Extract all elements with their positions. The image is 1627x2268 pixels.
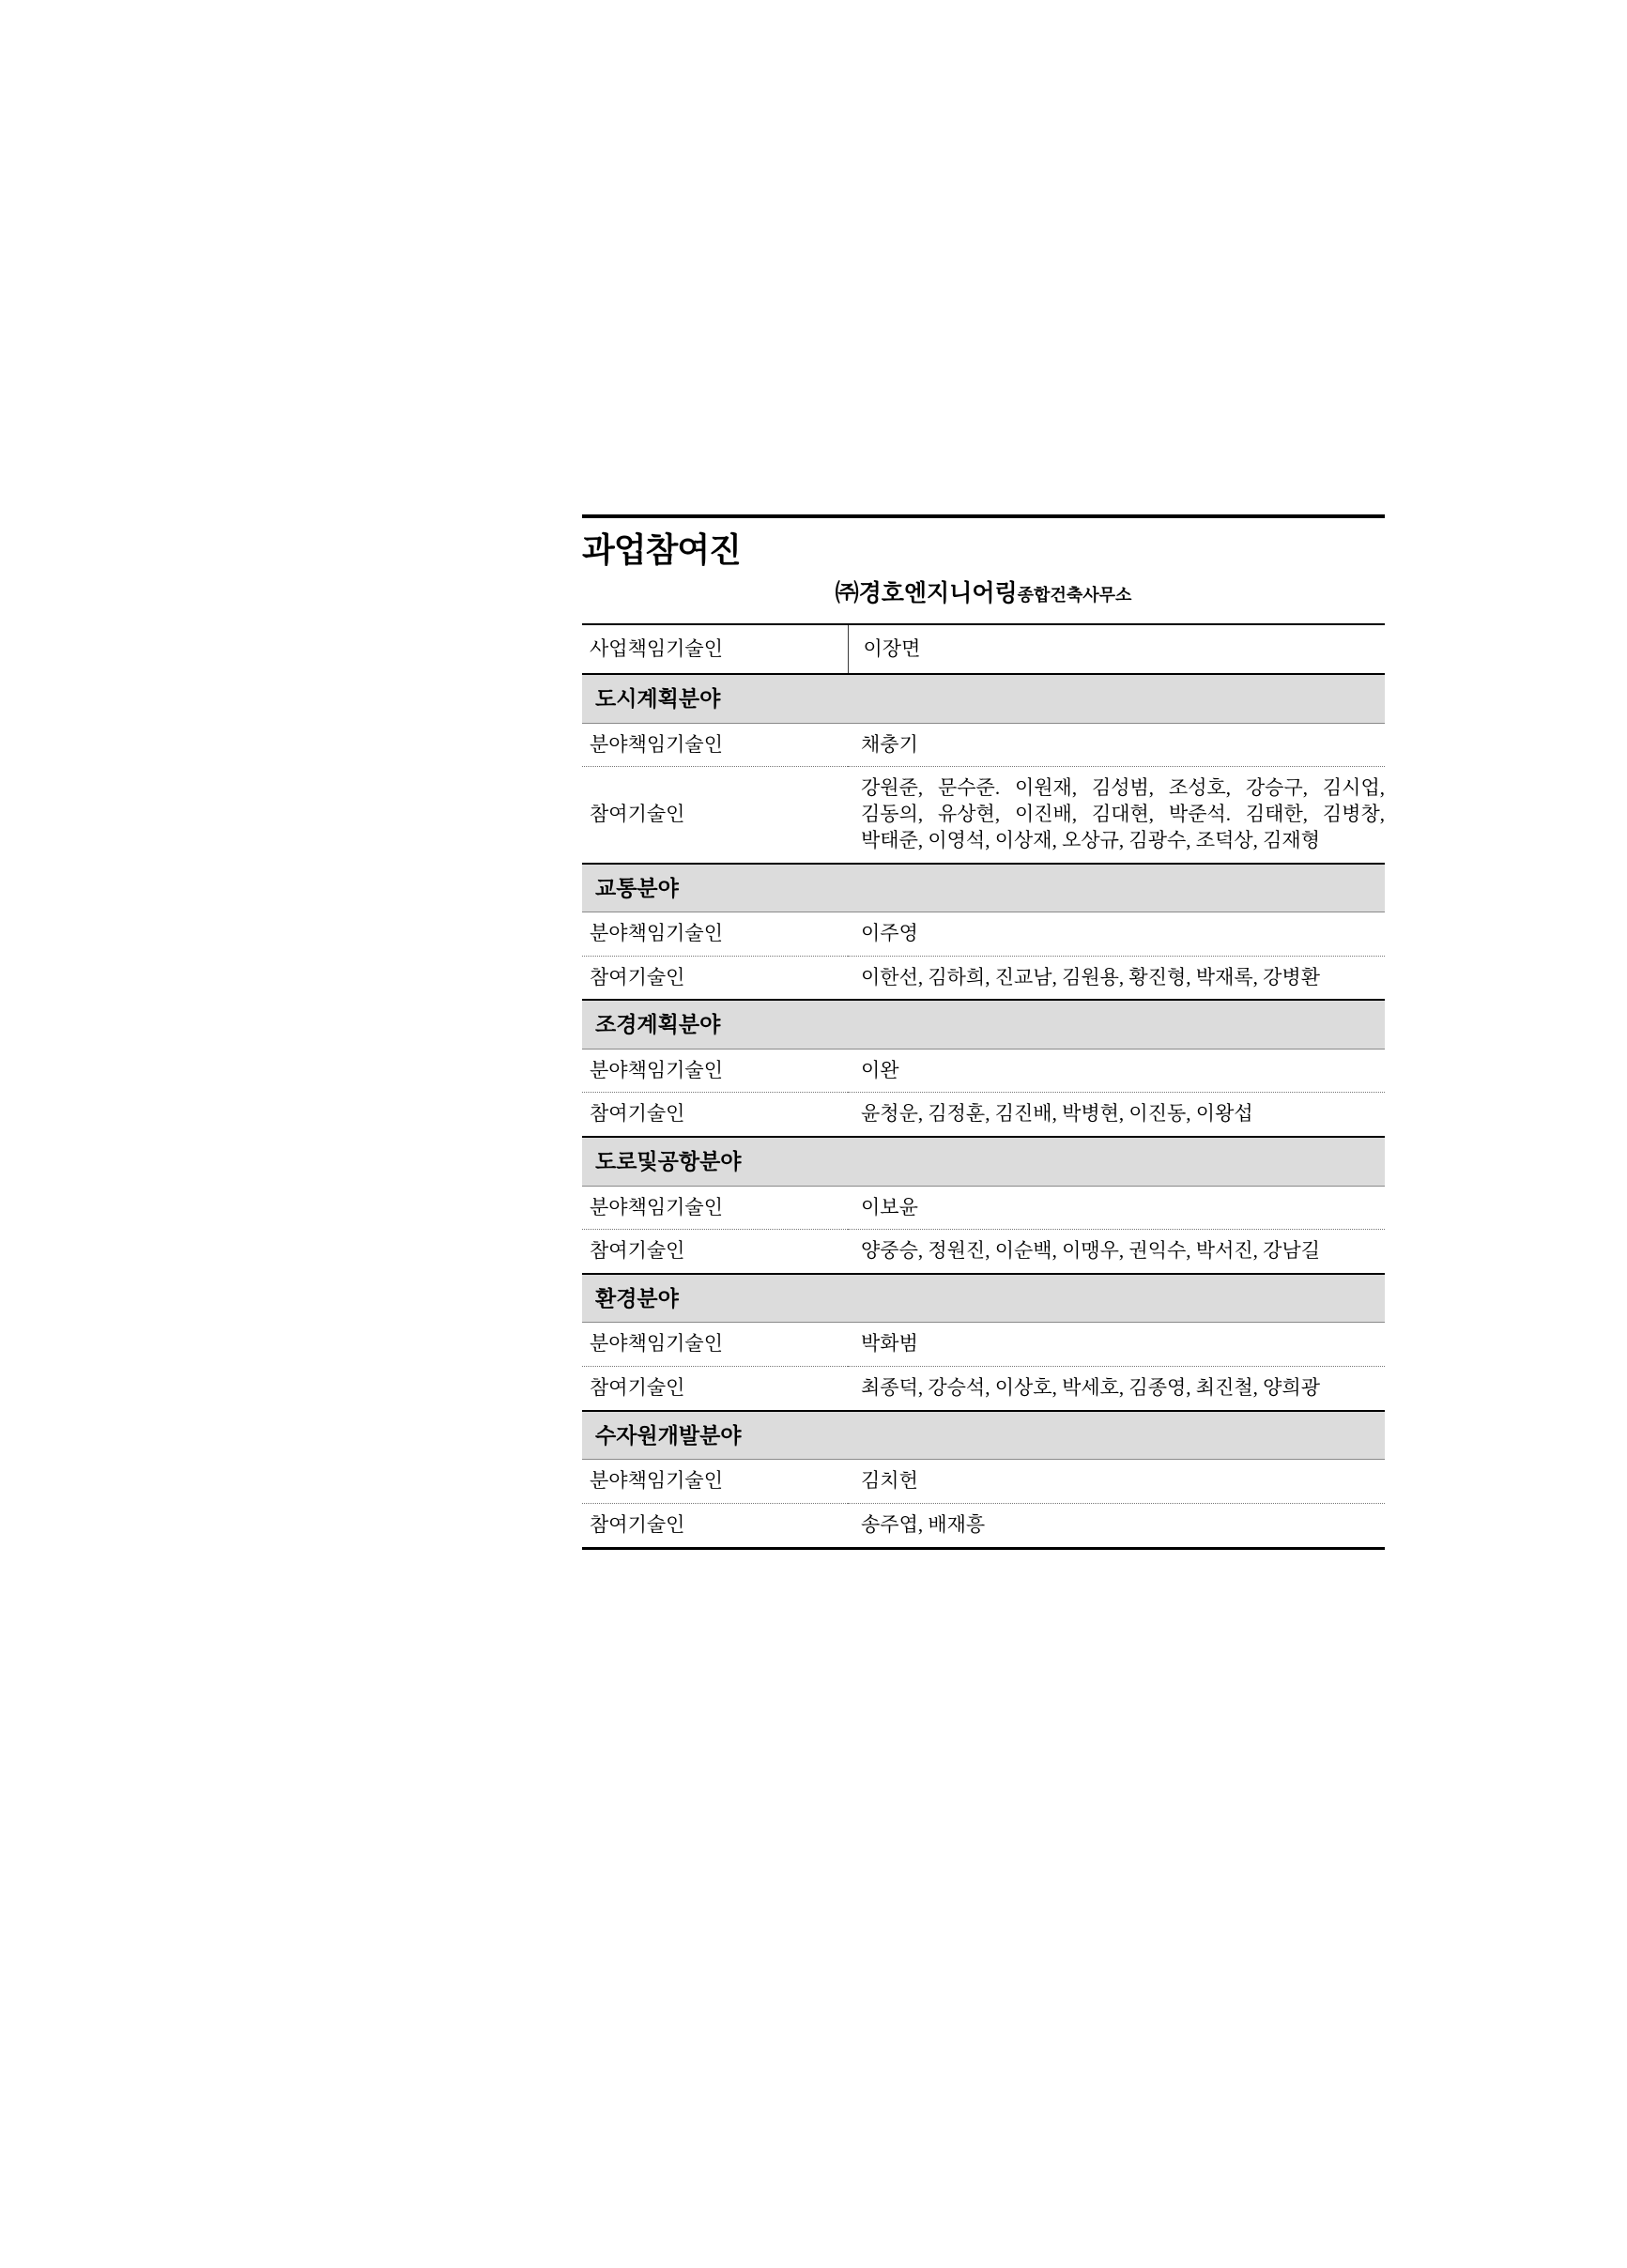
section-title: 도시계획분야 <box>582 674 1385 723</box>
section-header-landscape <box>582 1000 1385 1049</box>
section-title: 교통분야 <box>582 864 1385 912</box>
section-header-urban-planning <box>582 674 1385 723</box>
table-row-participants <box>582 1503 1385 1546</box>
participants-label: 참여기술인 <box>590 803 685 826</box>
section-header-environment <box>582 1274 1385 1323</box>
table-row-field-lead <box>582 1186 1385 1230</box>
participants-label: 참여기술인 <box>590 1512 685 1536</box>
field-lead-value: 이주영 <box>848 912 1385 956</box>
table-row-participants <box>582 1367 1385 1411</box>
crew-table <box>582 623 1385 1547</box>
field-lead-label: 분야책임기술인 <box>582 912 848 956</box>
field-lead-label: 분야책임기술인 <box>582 723 848 767</box>
field-lead-label: 분야책임기술인 <box>582 1049 848 1093</box>
participants-value: 최종덕, 강승석, 이상호, 박세호, 김종영, 최진철, 양희광 <box>861 1376 1321 1400</box>
participants-label: 참여기술인 <box>590 965 685 988</box>
top-divider <box>582 514 1385 518</box>
field-lead-value: 이완 <box>848 1049 1385 1093</box>
field-lead-value: 김치헌 <box>848 1460 1385 1504</box>
field-lead-value: 박화범 <box>848 1323 1385 1367</box>
section-title: 조경계획분야 <box>582 1000 1385 1049</box>
table-row-field-lead <box>582 1049 1385 1093</box>
section-title: 도로및공항분야 <box>582 1137 1385 1186</box>
table-row-field-lead <box>582 1460 1385 1504</box>
table-row-participants <box>582 956 1385 1000</box>
company-name-sub: 종합건축사무소 <box>1017 585 1132 605</box>
page-title: 과업참여진 <box>582 530 741 569</box>
participants-value: 양중승, 정원진, 이순백, 이맹우, 권익수, 박서진, 강남길 <box>861 1239 1321 1263</box>
participants-value: 송주엽, 배재흥 <box>861 1512 986 1536</box>
table-row-participants <box>582 767 1385 864</box>
crew-document-block <box>582 514 1385 1550</box>
field-lead-label: 분야책임기술인 <box>582 1186 848 1230</box>
field-lead-value: 이보윤 <box>848 1186 1385 1230</box>
table-row-participants <box>582 1230 1385 1274</box>
participants-label: 참여기술인 <box>590 1376 685 1400</box>
table-row-field-lead <box>582 1323 1385 1367</box>
field-lead-label: 분야책임기술인 <box>582 1323 848 1367</box>
participants-value: 강원준, 문수준. 이원재, 김성범, 조성호, 강승구, 김시업, 김동의, 유상현, 이진배, 김대현, 박준석. 김태한, 김병창, 박태준, 이영석, 이상재, 오상규, 김광수, 조덕상, 김재형 <box>861 776 1385 851</box>
table-row-field-lead <box>582 723 1385 767</box>
section-title: 환경분야 <box>582 1274 1385 1323</box>
participants-label: 참여기술인 <box>590 1239 685 1263</box>
section-title: 수자원개발분야 <box>582 1411 1385 1460</box>
table-row-participants <box>582 1093 1385 1137</box>
field-lead-label: 분야책임기술인 <box>582 1460 848 1504</box>
project-lead-value: 이장면 <box>848 624 1385 675</box>
table-row-field-lead <box>582 912 1385 956</box>
section-header-water-resources <box>582 1411 1385 1460</box>
table-row-project-lead <box>582 624 1385 675</box>
project-lead-label: 사업책임기술인 <box>582 624 848 675</box>
field-lead-value: 채충기 <box>848 723 1385 767</box>
company-name-main: ㈜경호엔지니어링 <box>835 579 1018 606</box>
participants-label: 참여기술인 <box>590 1102 685 1126</box>
participants-value: 윤청운, 김정훈, 김진배, 박병현, 이진동, 이왕섭 <box>861 1102 1253 1126</box>
participants-value: 이한선, 김하희, 진교남, 김원용, 황진형, 박재록, 강병환 <box>861 965 1321 988</box>
company-name <box>582 575 1385 608</box>
section-header-traffic <box>582 864 1385 912</box>
bottom-divider <box>582 1547 1385 1550</box>
section-header-road-airport <box>582 1137 1385 1186</box>
